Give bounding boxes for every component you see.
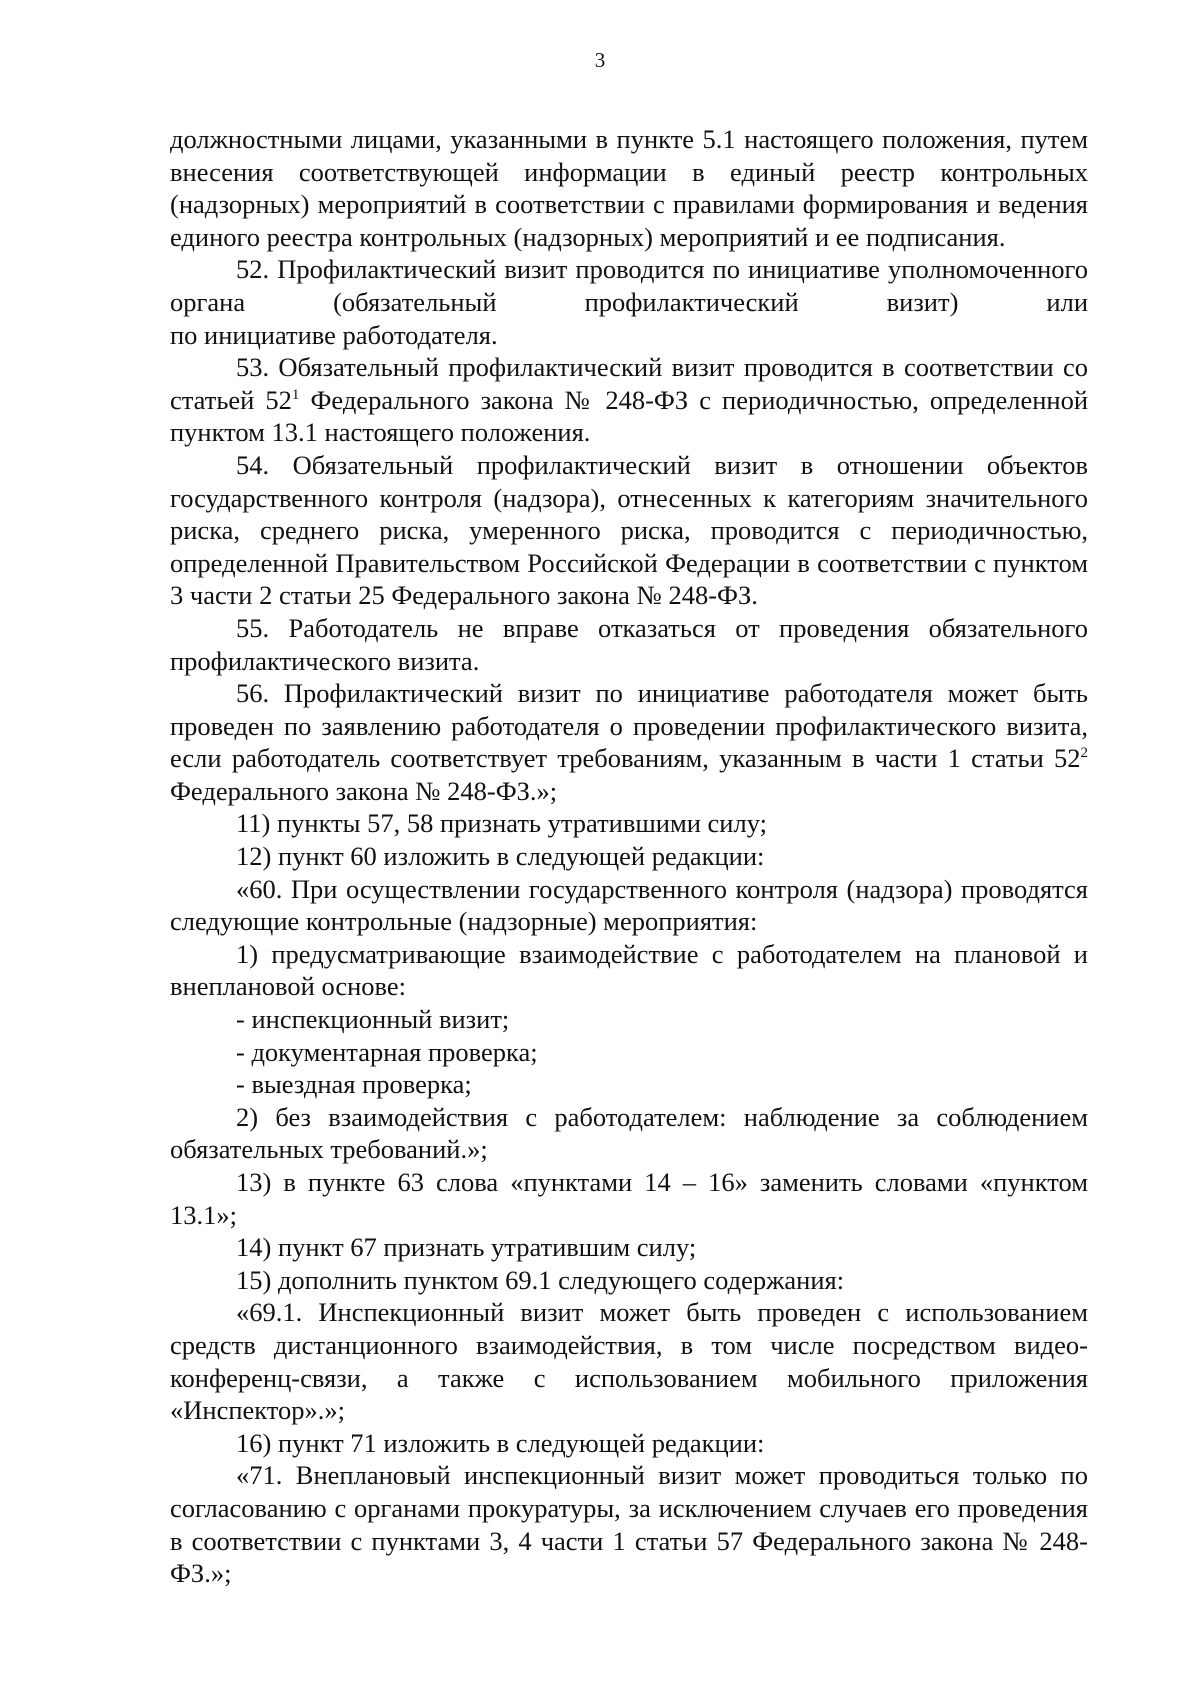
paragraph-56-text-end: Федерального закона № 248-ФЗ.»; bbox=[170, 775, 558, 806]
paragraph-53 bbox=[170, 351, 1088, 449]
superscript-1: 1 bbox=[291, 386, 300, 403]
paragraph-60-item-2: 2) без взаимодействия с работодателем: наблюдение за соблюдением обязательных требований.»; bbox=[170, 1101, 1088, 1165]
paragraph-71: «71. Внеплановый инспекционный визит может проводиться только по согласованию с органами прокуратуры, за исключением случаев его проведения в соответствии с пунктами 3, 4 части 1 статьи 57 Федерального закона № 248-ФЗ.»; bbox=[170, 1460, 1088, 1589]
page-number: 3 bbox=[594, 48, 606, 72]
list-item-inspection-visit: - инспекционный визит; bbox=[236, 1004, 510, 1035]
paragraph-53-text-end: Федерального закона № 248-ФЗ с периодичностью, определенной пунктом 13.1 настоящего положения. bbox=[170, 384, 1088, 448]
list-item-field-check: - выездная проверка; bbox=[236, 1069, 472, 1100]
paragraph-56-text: 56. Профилактический визит по инициативе работодателя может быть проведен по заявлению работодателя о проведении профилактического визита, если работодатель соответствует требованиям, указанным в части 1 статьи 52 bbox=[170, 678, 1088, 774]
paragraph-53-text: 53. Обязательный профилактический визит проводится в соответствии со статьей 52 bbox=[170, 352, 1088, 415]
paragraph-60-item-1: 1) предусматривающие взаимодействие с работодателем на плановой и внеплановой основе: bbox=[170, 938, 1088, 1002]
item-15: 15) дополнить пунктом 69.1 следующего содержания: bbox=[236, 1264, 845, 1295]
item-13: 13) в пункте 63 слова «пунктами 14 – 16» заменить словами «пунктом 13.1»; bbox=[170, 1167, 1088, 1230]
paragraph-52-line-3: по инициативе работодателя. bbox=[170, 319, 498, 350]
paragraph-69-1: «69.1. Инспекционный визит может быть проведен с использованием средств дистанционного взаимодействия, в том числе посредством видео-конференц-связи, а также с использованием мобильного приложения «Инспектор».»; bbox=[170, 1297, 1088, 1426]
item-16: 16) пункт 71 изложить в следующей редакции: bbox=[236, 1427, 765, 1458]
item-11: 11) пункты 57, 58 признать утратившими силу; bbox=[236, 808, 767, 839]
paragraph-continuation: должностными лицами, указанными в пункте 5.1 настоящего положения, путем внесения соответствующей информации в единый реестр контрольных (надзорных) мероприятий в соответствии с правилами формирования и ведения единого реестра контрольных (надзорных) мероприятий и ее подписания. bbox=[170, 124, 1088, 252]
paragraph-54: 54. Обязательный профилактический визит в отношении объектов государственного контроля (надзора), отнесенных к категориям значительного риска, среднего риска, умеренного риска, проводится с периодичностью, определенной Правительством Российской Федерации в соответствии с пунктом 3 части 2 статьи 25 Федерального закона № 248-ФЗ. bbox=[170, 449, 1088, 611]
paragraph-55: 55. Работодатель не вправе отказаться от проведения обязательного профилактического визита. bbox=[170, 612, 1088, 676]
paragraph-52-line-2: органа (обязательный профилактический визит) или bbox=[170, 286, 1088, 317]
paragraph-56 bbox=[170, 677, 1088, 807]
paragraph-60: «60. При осуществлении государственного контроля (надзора) проводятся следующие контрольные (надзорные) мероприятия: bbox=[170, 873, 1088, 937]
paragraph-52-line-1: 52. Профилактический визит проводится по инициативе уполномоченного bbox=[236, 254, 1088, 285]
document-body bbox=[170, 123, 1088, 1590]
item-12: 12) пункт 60 изложить в следующей редакции: bbox=[236, 841, 765, 872]
superscript-2: 2 bbox=[1080, 745, 1088, 762]
item-14: 14) пункт 67 признать утратившим силу; bbox=[236, 1232, 697, 1263]
list-item-document-check: - документарная проверка; bbox=[236, 1036, 538, 1067]
paragraph-52 bbox=[170, 253, 1088, 351]
